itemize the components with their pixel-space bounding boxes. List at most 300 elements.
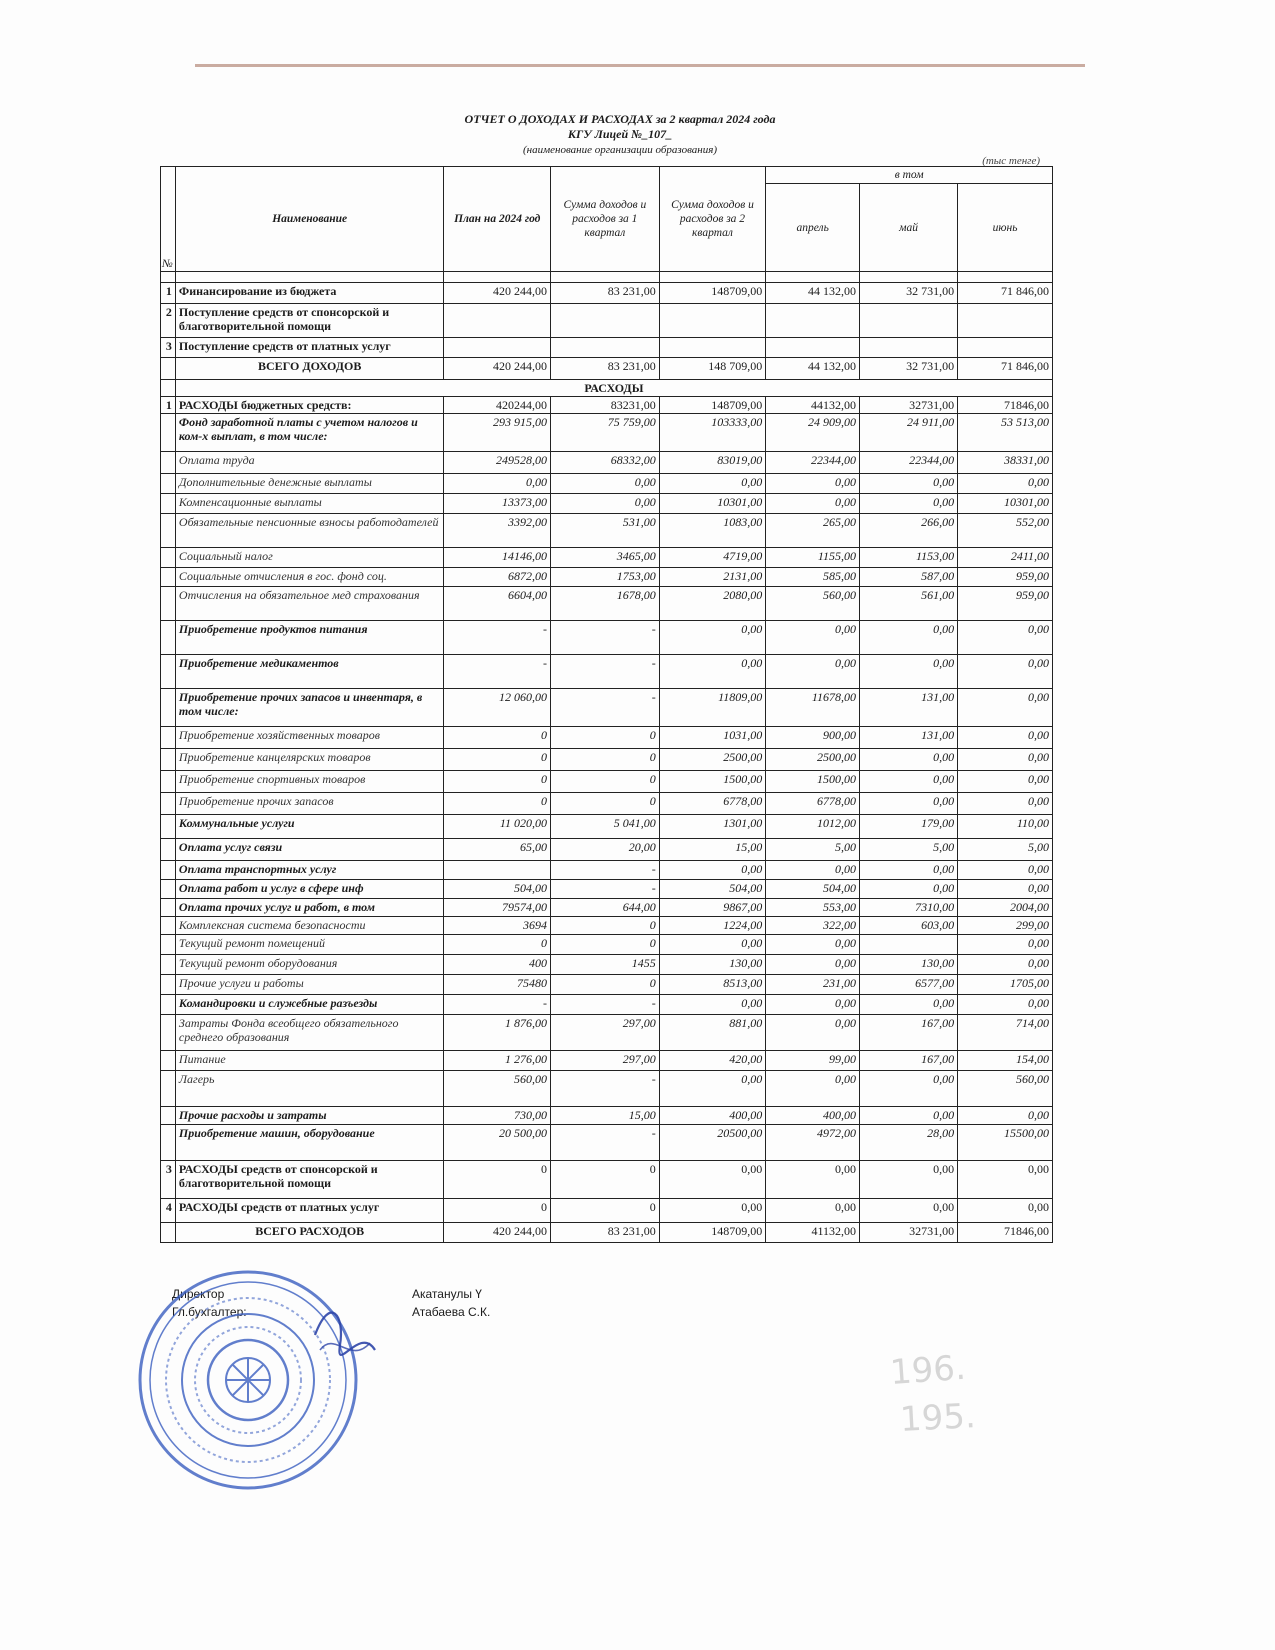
cell-jun: 959,00: [958, 568, 1053, 587]
cell-jun: 71846,00: [958, 1223, 1053, 1243]
cell-jun: 71846,00: [958, 397, 1053, 414]
table-row: [161, 494, 1053, 514]
row-number: [161, 839, 176, 861]
cell-plan: 420 244,00: [444, 283, 551, 304]
cell-may: 0,00: [860, 771, 958, 793]
row-number: [161, 655, 176, 689]
director-name: Акатанулы Ү: [412, 1287, 482, 1301]
row-name: Питание: [175, 1051, 444, 1071]
cell-q1: 1678,00: [551, 587, 660, 621]
table-row: [161, 1071, 1053, 1107]
row-name: Оплата услуг связи: [175, 839, 444, 861]
cell-may: 32 731,00: [860, 283, 958, 304]
row-name: Приобретение хозяйственных товаров: [175, 727, 444, 749]
cell-may: 266,00: [860, 514, 958, 548]
report-rows: [161, 283, 1053, 1243]
col-header-q1: Сумма доходов и расходов за 1 квартал: [551, 167, 660, 272]
cell-apr: [766, 304, 860, 338]
cell-plan: 65,00: [444, 839, 551, 861]
row-name: Приобретение прочих запасов: [175, 793, 444, 815]
cell-may: 0,00: [860, 749, 958, 771]
cell-plan: 20 500,00: [444, 1125, 551, 1161]
cell-plan: 12 060,00: [444, 689, 551, 727]
cell-jun: 0,00: [958, 955, 1053, 975]
row-name: РАСХОДЫ бюджетных средств:: [175, 397, 444, 414]
cell-q2: 0,00: [659, 1199, 766, 1223]
cell-may: 0,00: [860, 1161, 958, 1199]
cell-apr: 0,00: [766, 1071, 860, 1107]
accountant-name: Атабаева С.К.: [412, 1305, 491, 1319]
cell-q1: 297,00: [551, 1015, 660, 1051]
cell-jun: 0,00: [958, 935, 1053, 955]
cell-apr: 0,00: [766, 935, 860, 955]
cell-apr: 265,00: [766, 514, 860, 548]
cell-q2: 0,00: [659, 621, 766, 655]
row-number: [161, 452, 176, 474]
official-stamp-icon: [130, 1255, 385, 1495]
cell-q1: 15,00: [551, 1107, 660, 1125]
row-name: Поступление средств от платных услуг: [175, 338, 444, 358]
cell-apr: 1155,00: [766, 548, 860, 568]
director-label: Директор: [172, 1287, 225, 1301]
row-number: [161, 689, 176, 727]
cell-q1: -: [551, 655, 660, 689]
cell-may: 0,00: [860, 494, 958, 514]
cell-apr: 585,00: [766, 568, 860, 587]
cell-q1: 0,00: [551, 474, 660, 494]
cell-q2: 0,00: [659, 1161, 766, 1199]
table-row: [161, 727, 1053, 749]
cell-plan: [444, 861, 551, 880]
cell-apr: 900,00: [766, 727, 860, 749]
row-name: Приобретение спортивных товаров: [175, 771, 444, 793]
cell-apr: 99,00: [766, 1051, 860, 1071]
row-number: [161, 771, 176, 793]
row-name: ВСЕГО РАСХОДОВ: [175, 1223, 444, 1243]
row-name: Компенсационные выплаты: [175, 494, 444, 514]
cell-jun: 0,00: [958, 771, 1053, 793]
handwritten-notes: [880, 1347, 977, 1440]
table-row: [161, 1107, 1053, 1125]
cell-jun: 560,00: [958, 1071, 1053, 1107]
cell-plan: 75480: [444, 975, 551, 995]
cell-q1: -: [551, 995, 660, 1015]
row-number: 4: [161, 1199, 176, 1223]
cell-q2: 2131,00: [659, 568, 766, 587]
table-row: [161, 1161, 1053, 1199]
row-name: Текущий ремонт помещений: [175, 935, 444, 955]
cell-plan: 0: [444, 793, 551, 815]
cell-q2: 10301,00: [659, 494, 766, 514]
cell-q2: [659, 304, 766, 338]
cell-may: 5,00: [860, 839, 958, 861]
cell-q2: 0,00: [659, 1071, 766, 1107]
cell-jun: 2411,00: [958, 548, 1053, 568]
table-row: [161, 655, 1053, 689]
accountant-label: Гл.бухгалтер:: [172, 1305, 247, 1319]
row-number: [161, 1051, 176, 1071]
row-name: Отчисления на обязательное мед страхования: [175, 587, 444, 621]
cell-jun: 959,00: [958, 587, 1053, 621]
cell-q1: 75 759,00: [551, 414, 660, 452]
table-row: [161, 749, 1053, 771]
cell-apr: 231,00: [766, 975, 860, 995]
cell-plan: 420 244,00: [444, 358, 551, 380]
cell-q2: 0,00: [659, 861, 766, 880]
cell-q1: 5 041,00: [551, 815, 660, 839]
cell-q1: 0: [551, 727, 660, 749]
row-number: [161, 917, 176, 935]
cell-plan: 6872,00: [444, 568, 551, 587]
cell-jun: 15500,00: [958, 1125, 1053, 1161]
cell-may: 32731,00: [860, 1223, 958, 1243]
cell-may: 0,00: [860, 621, 958, 655]
cell-apr: 0,00: [766, 995, 860, 1015]
row-name: Текущий ремонт оборудования: [175, 955, 444, 975]
cell-may: [860, 338, 958, 358]
cell-plan: 0: [444, 749, 551, 771]
cell-q2: 2080,00: [659, 587, 766, 621]
cell-q1: -: [551, 1071, 660, 1107]
cell-may: 0,00: [860, 995, 958, 1015]
row-name: Командировки и служебные разъезды: [175, 995, 444, 1015]
table-row: [161, 621, 1053, 655]
cell-apr: 44 132,00: [766, 358, 860, 380]
table-row: [161, 899, 1053, 917]
cell-jun: 5,00: [958, 839, 1053, 861]
cell-plan: [444, 338, 551, 358]
cell-q1: 83 231,00: [551, 1223, 660, 1243]
row-number: [161, 358, 176, 380]
report-table: [160, 166, 1053, 1243]
cell-q2: 0,00: [659, 655, 766, 689]
row-number: [161, 514, 176, 548]
cell-may: 0,00: [860, 880, 958, 899]
cell-q2: 148709,00: [659, 283, 766, 304]
row-number: 3: [161, 338, 176, 358]
cell-may: 0,00: [860, 474, 958, 494]
cell-apr: 44 132,00: [766, 283, 860, 304]
table-row: [161, 514, 1053, 548]
cell-q2: 103333,00: [659, 414, 766, 452]
table-row: [161, 917, 1053, 935]
cell-apr: 11678,00: [766, 689, 860, 727]
row-name: Обязательные пенсионные взносы работодателей: [175, 514, 444, 548]
cell-jun: 714,00: [958, 1015, 1053, 1051]
cell-may: 6577,00: [860, 975, 958, 995]
row-number: [161, 793, 176, 815]
col-header-apr: апрель: [766, 184, 860, 272]
cell-apr: 4972,00: [766, 1125, 860, 1161]
table-row: [161, 568, 1053, 587]
cell-may: 32 731,00: [860, 358, 958, 380]
cell-q2: 881,00: [659, 1015, 766, 1051]
row-name: Приобретение прочих запасов и инвентаря, в том числе:: [175, 689, 444, 727]
cell-may: 0,00: [860, 793, 958, 815]
table-row: [161, 358, 1053, 380]
table-row: [161, 397, 1053, 414]
cell-q2: 0,00: [659, 995, 766, 1015]
cell-may: 131,00: [860, 727, 958, 749]
cell-q1: 83231,00: [551, 397, 660, 414]
cell-q1: -: [551, 621, 660, 655]
cell-apr: 41132,00: [766, 1223, 860, 1243]
cell-q1: 0,00: [551, 494, 660, 514]
cell-plan: -: [444, 995, 551, 1015]
cell-plan: 0: [444, 727, 551, 749]
table-row: [161, 1015, 1053, 1051]
row-number: [161, 587, 176, 621]
cell-jun: [958, 338, 1053, 358]
table-row: [161, 380, 1053, 397]
table-row: [161, 839, 1053, 861]
cell-plan: -: [444, 621, 551, 655]
cell-jun: 71 846,00: [958, 283, 1053, 304]
cell-plan: 79574,00: [444, 899, 551, 917]
cell-plan: 0: [444, 1199, 551, 1223]
row-name: Лагерь: [175, 1071, 444, 1107]
cell-may: 24 911,00: [860, 414, 958, 452]
cell-q1: 531,00: [551, 514, 660, 548]
cell-may: 587,00: [860, 568, 958, 587]
handwritten-note-2: 195.: [899, 1396, 977, 1440]
cell-q2: 0,00: [659, 474, 766, 494]
table-row: [161, 935, 1053, 955]
cell-q2: 148709,00: [659, 1223, 766, 1243]
table-row: [161, 304, 1053, 338]
row-number: 1: [161, 397, 176, 414]
cell-q1: 68332,00: [551, 452, 660, 474]
table-row: [161, 880, 1053, 899]
row-name: Прочие услуги и работы: [175, 975, 444, 995]
row-number: [161, 955, 176, 975]
cell-apr: 0,00: [766, 655, 860, 689]
cell-q2: 148709,00: [659, 397, 766, 414]
cell-apr: 1500,00: [766, 771, 860, 793]
cell-jun: 0,00: [958, 793, 1053, 815]
cell-apr: 1012,00: [766, 815, 860, 839]
row-name: Оплата транспортных услуг: [175, 861, 444, 880]
cell-may: 167,00: [860, 1051, 958, 1071]
cell-plan: 1 276,00: [444, 1051, 551, 1071]
table-row: [161, 414, 1053, 452]
table-row: [161, 975, 1053, 995]
cell-apr: 0,00: [766, 1015, 860, 1051]
cell-q2: 11809,00: [659, 689, 766, 727]
cell-q1: 0: [551, 1161, 660, 1199]
row-number: [161, 975, 176, 995]
table-row: [161, 587, 1053, 621]
table-row: [161, 452, 1053, 474]
cell-plan: 249528,00: [444, 452, 551, 474]
cell-q2: 15,00: [659, 839, 766, 861]
row-number: 1: [161, 283, 176, 304]
cell-may: [860, 935, 958, 955]
cell-apr: 2500,00: [766, 749, 860, 771]
cell-q2: 20500,00: [659, 1125, 766, 1161]
row-name: Приобретение продуктов питания: [175, 621, 444, 655]
cell-may: 167,00: [860, 1015, 958, 1051]
cell-q1: 0: [551, 917, 660, 935]
cell-q1: 644,00: [551, 899, 660, 917]
row-number: 3: [161, 1161, 176, 1199]
col-header-no: №: [161, 167, 176, 272]
cell-may: 561,00: [860, 587, 958, 621]
cell-jun: 154,00: [958, 1051, 1053, 1071]
cell-apr: 400,00: [766, 1107, 860, 1125]
cell-apr: 560,00: [766, 587, 860, 621]
cell-q2: 1301,00: [659, 815, 766, 839]
cell-q1: 0: [551, 793, 660, 815]
col-header-may: май: [860, 184, 958, 272]
cell-may: 131,00: [860, 689, 958, 727]
cell-may: 22344,00: [860, 452, 958, 474]
cell-may: 0,00: [860, 655, 958, 689]
table-row: [161, 815, 1053, 839]
row-number: [161, 880, 176, 899]
cell-jun: 1705,00: [958, 975, 1053, 995]
cell-q2: 4719,00: [659, 548, 766, 568]
row-number: [161, 995, 176, 1015]
cell-may: 1153,00: [860, 548, 958, 568]
row-number: [161, 727, 176, 749]
row-name: Оплата труда: [175, 452, 444, 474]
cell-jun: 0,00: [958, 1161, 1053, 1199]
cell-q2: 83019,00: [659, 452, 766, 474]
row-name: Фонд заработной платы с учетом налогов и ком-х выплат, в том числе:: [175, 414, 444, 452]
table-row: [161, 771, 1053, 793]
col-header-plan: План на 2024 год: [444, 167, 551, 272]
row-name: Приобретение медикаментов: [175, 655, 444, 689]
cell-plan: 3694: [444, 917, 551, 935]
cell-may: 0,00: [860, 1071, 958, 1107]
col-header-jun: июнь: [958, 184, 1053, 272]
cell-q1: 0: [551, 1199, 660, 1223]
cell-q2: 130,00: [659, 955, 766, 975]
cell-jun: 2004,00: [958, 899, 1053, 917]
row-name: Дополнительные денежные выплаты: [175, 474, 444, 494]
table-row: [161, 283, 1053, 304]
cell-apr: 0,00: [766, 621, 860, 655]
cell-q1: 0: [551, 975, 660, 995]
row-name: Комплексная система безопасности: [175, 917, 444, 935]
table-row: [161, 1125, 1053, 1161]
row-number: [161, 380, 176, 397]
cell-jun: 0,00: [958, 621, 1053, 655]
top-edge-line: [195, 64, 1085, 67]
cell-plan: 0: [444, 1161, 551, 1199]
row-number: [161, 1125, 176, 1161]
col-header-group: в том: [766, 167, 1053, 184]
cell-q2: 1083,00: [659, 514, 766, 548]
cell-may: 7310,00: [860, 899, 958, 917]
table-row: [161, 1051, 1053, 1071]
cell-q2: 8513,00: [659, 975, 766, 995]
cell-plan: 11 020,00: [444, 815, 551, 839]
organization-caption: (наименование организации образования): [522, 144, 718, 156]
row-number: [161, 861, 176, 880]
cell-jun: 299,00: [958, 917, 1053, 935]
row-name: РАСХОДЫ средств от спонсорской и благотворительной помощи: [175, 1161, 444, 1199]
cell-plan: 293 915,00: [444, 414, 551, 452]
row-number: [161, 815, 176, 839]
row-name: РАСХОДЫ средств от платных услуг: [175, 1199, 444, 1223]
row-number: [161, 1071, 176, 1107]
cell-jun: 0,00: [958, 655, 1053, 689]
cell-plan: [444, 304, 551, 338]
cell-q2: 400,00: [659, 1107, 766, 1125]
table-row: [161, 548, 1053, 568]
cell-apr: 504,00: [766, 880, 860, 899]
cell-q2: 0,00: [659, 935, 766, 955]
cell-jun: 0,00: [958, 1199, 1053, 1223]
cell-jun: 110,00: [958, 815, 1053, 839]
cell-apr: 6778,00: [766, 793, 860, 815]
cell-q2: 1500,00: [659, 771, 766, 793]
cell-plan: 400: [444, 955, 551, 975]
cell-may: [860, 304, 958, 338]
cell-plan: 0: [444, 935, 551, 955]
cell-plan: 6604,00: [444, 587, 551, 621]
handwritten-note-1: 196.: [888, 1347, 968, 1393]
cell-q2: 504,00: [659, 880, 766, 899]
cell-apr: 44132,00: [766, 397, 860, 414]
cell-jun: 10301,00: [958, 494, 1053, 514]
spacer-row: [161, 272, 1053, 283]
table-row: [161, 793, 1053, 815]
cell-q2: 9867,00: [659, 899, 766, 917]
cell-may: 0,00: [860, 1199, 958, 1223]
cell-q1: 1753,00: [551, 568, 660, 587]
cell-plan: 420244,00: [444, 397, 551, 414]
cell-q1: [551, 338, 660, 358]
cell-plan: 14146,00: [444, 548, 551, 568]
table-row: [161, 861, 1053, 880]
row-name: Социальный налог: [175, 548, 444, 568]
cell-apr: 0,00: [766, 955, 860, 975]
cell-apr: 0,00: [766, 1161, 860, 1199]
cell-plan: 504,00: [444, 880, 551, 899]
cell-plan: 3392,00: [444, 514, 551, 548]
cell-plan: 13373,00: [444, 494, 551, 514]
cell-q1: 83 231,00: [551, 283, 660, 304]
cell-plan: 0,00: [444, 474, 551, 494]
row-number: [161, 1107, 176, 1125]
cell-jun: 38331,00: [958, 452, 1053, 474]
cell-q1: -: [551, 1125, 660, 1161]
row-name: Финансирование из бюджета: [175, 283, 444, 304]
col-header-name: Наименование: [175, 167, 444, 272]
cell-jun: 0,00: [958, 1107, 1053, 1125]
row-number: [161, 414, 176, 452]
cell-q2: 1031,00: [659, 727, 766, 749]
table-row: [161, 474, 1053, 494]
table-row: [161, 995, 1053, 1015]
table-row: [161, 689, 1053, 727]
row-number: [161, 899, 176, 917]
cell-may: 32731,00: [860, 397, 958, 414]
cell-apr: 0,00: [766, 494, 860, 514]
cell-jun: 0,00: [958, 749, 1053, 771]
cell-jun: 0,00: [958, 474, 1053, 494]
row-name: Прочие расходы и затраты: [175, 1107, 444, 1125]
row-name: Затраты Фонда всеобщего обязательного среднего образования: [175, 1015, 444, 1051]
row-name: Оплата прочих услуг и работ, в том: [175, 899, 444, 917]
row-name: Социальные отчисления в гос. фонд соц.: [175, 568, 444, 587]
row-name: Оплата работ и услуг в сфере инф: [175, 880, 444, 899]
row-name: ВСЕГО ДОХОДОВ: [175, 358, 444, 380]
cell-may: 28,00: [860, 1125, 958, 1161]
